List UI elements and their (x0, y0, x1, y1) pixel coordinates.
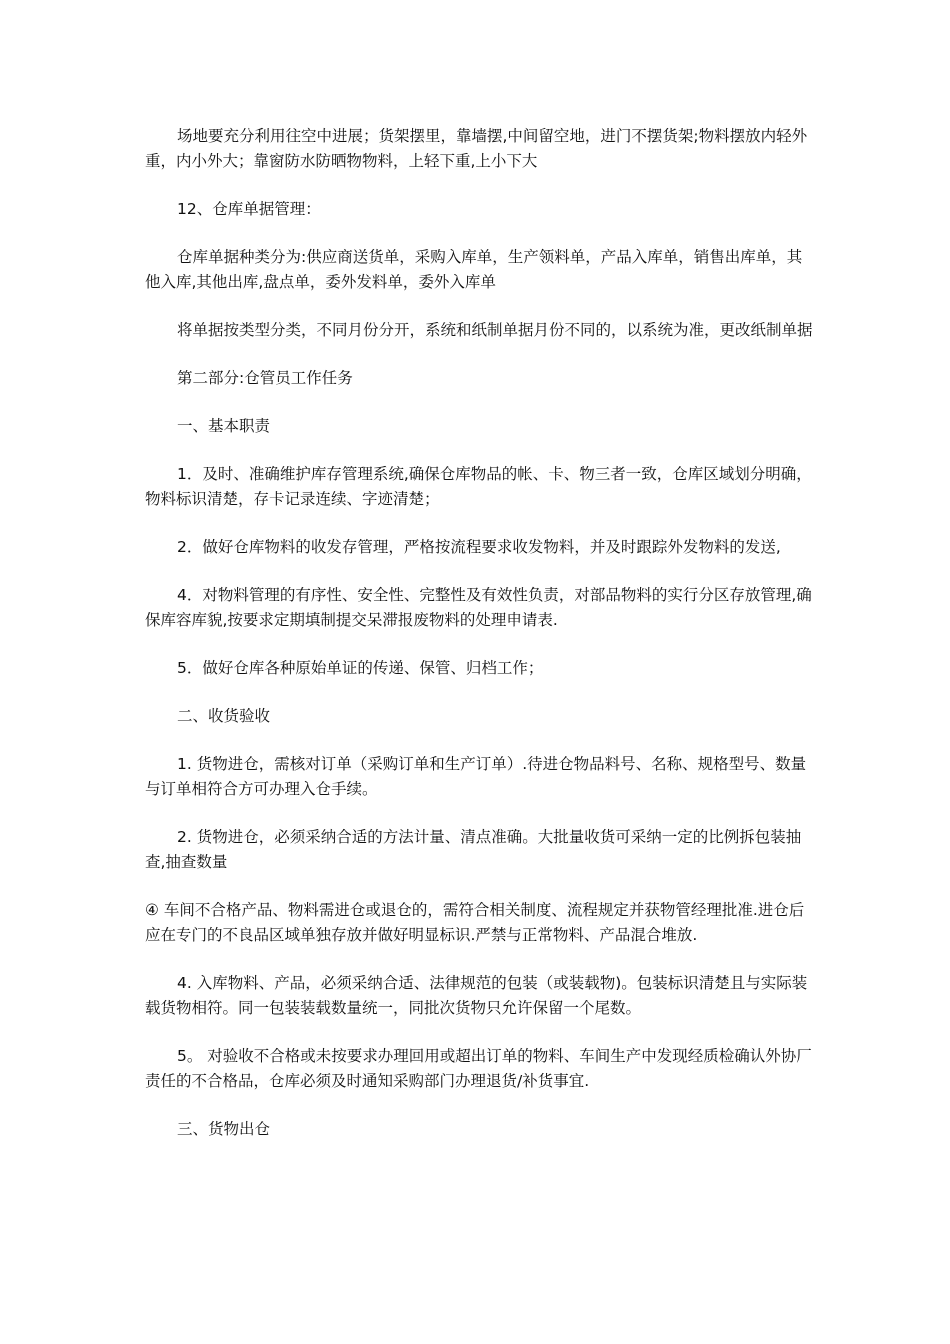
paragraph-receiving-2: 2. 货物进仓，必须采纳合适的方法计量、清点准确。大批量收货可采纳一定的比例拆包装抽查,抽查数量 (145, 828, 802, 871)
paragraph-receiving-circled-4: ④ 车间不合格产品、物料需进仓或退仓的，需符合相关制度、流程规定并获物管经理批准.进仓后应在专门的不良品区域单独存放并做好明显标识.严禁与正常物料、产品混合堆放. (145, 901, 805, 944)
paragraph-document-sorting: 将单据按类型分类，不同月份分开，系统和纸制单据月份不同的，以系统为准，更改纸制单据 (177, 321, 813, 339)
paragraph-duty-2: 2．做好仓库物料的收发存管理，严格按流程要求收发物料，并及时跟踪外发物料的发送, (177, 538, 781, 556)
heading-part-two: 第二部分:仓管员工作任务 (177, 369, 353, 387)
heading-goods-outbound: 三、货物出仓 (177, 1120, 271, 1138)
paragraph-receiving-1: 1. 货物进仓，需核对订单（采购订单和生产订单）.待进仓物品料号、名称、规格型号、数量与订单相符合方可办理入仓手续。 (145, 755, 807, 798)
heading-warehouse-documents: 12、仓库单据管理： (177, 200, 321, 218)
document-body (145, 124, 817, 1165)
heading-receiving-inspection: 二、收货验收 (177, 707, 271, 725)
paragraph-receiving-5: 5。 对验收不合格或未按要求办理回用或超出订单的物料、车间生产中发现经质检确认外协厂责任的不合格品，仓库必须及时通知采购部门办理退货/补货事宜. (145, 1047, 812, 1090)
paragraph-duty-5: 5．做好仓库各种原始单证的传递、保管、归档工作； (177, 659, 544, 677)
paragraph-duty-1: 1．及时、准确维护库存管理系统,确保仓库物品的帐、卡、物三者一致，仓库区域划分明确，物料标识清楚，存卡记录连续、字迹清楚； (145, 465, 812, 508)
paragraph-storage-layout: 场地要充分利用往空中进展；货架摆里，靠墙摆,中间留空地，进门不摆货架;物料摆放内轻外重，内小外大；靠窗防水防晒物物料，上轻下重,上小下大 (145, 127, 808, 170)
heading-basic-duties: 一、基本职责 (177, 417, 271, 435)
paragraph-receiving-4: 4. 入库物料、产品，必须采纳合适、法律规范的包装（或装载物)。包装标识清楚且与实际装载货物相符。同一包装装载数量统一，同批次货物只允许保留一个尾数。 (145, 974, 808, 1017)
paragraph-duty-4: 4．对物料管理的有序性、安全性、完整性及有效性负责，对部品物料的实行分区存放管理,确保库容库貌,按要求定期填制提交呆滞报废物料的处理申请表. (145, 586, 812, 629)
paragraph-document-types: 仓库单据种类分为:供应商送货单，采购入库单，生产领料单，产品入库单，销售出库单，其他入库,其他出库,盘点单，委外发料单，委外入库单 (145, 248, 803, 291)
